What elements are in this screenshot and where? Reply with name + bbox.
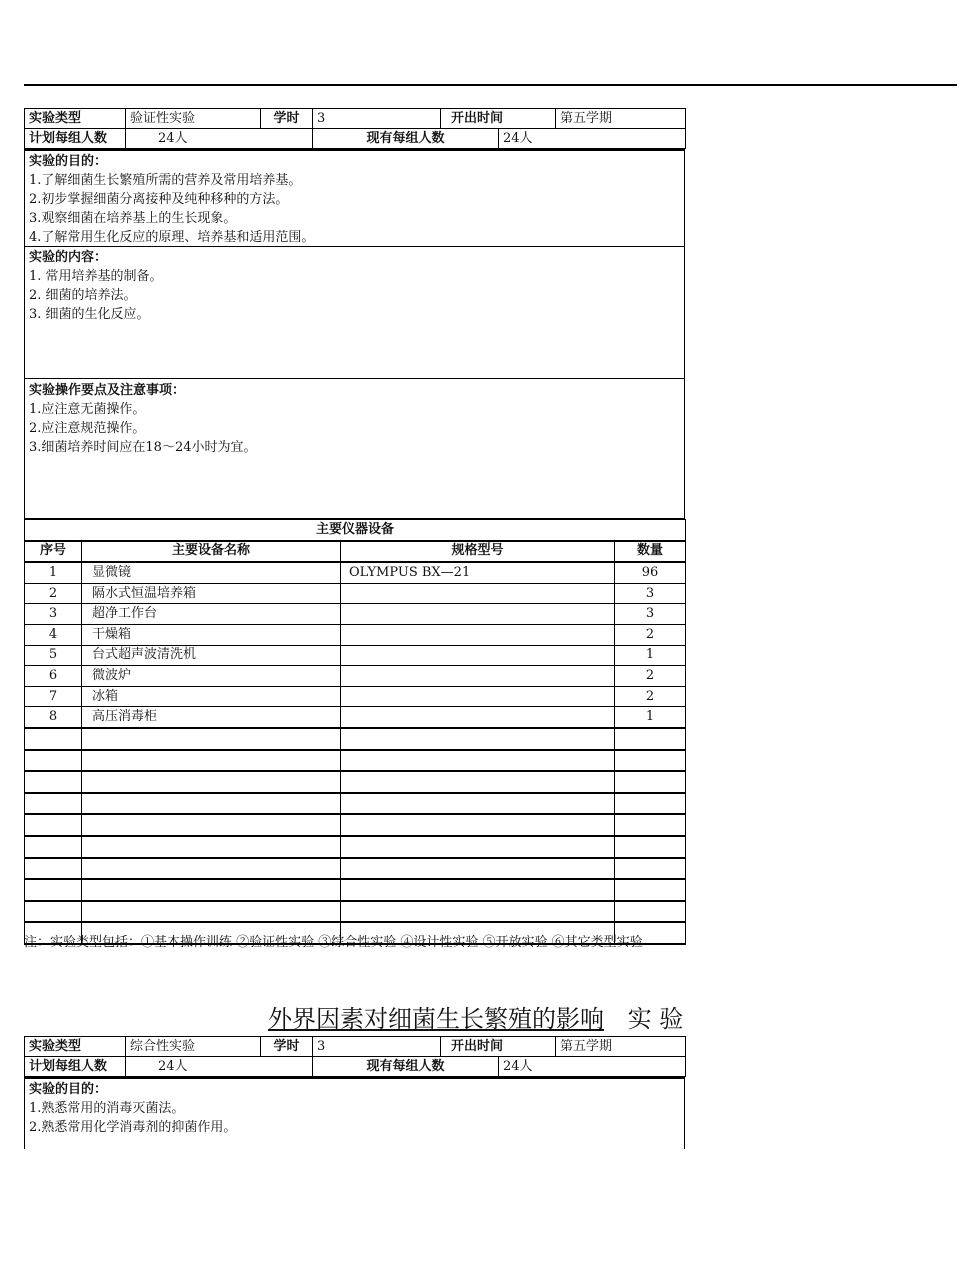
list-item: 2. 细菌的培养法。	[29, 288, 137, 303]
list-item: 3.细菌培养时间应在18～24小时为宜。	[29, 440, 257, 455]
exp1-equipment-table	[24, 519, 686, 945]
table-row	[25, 707, 686, 728]
cell-model	[341, 666, 615, 687]
cell-model	[341, 624, 615, 645]
list-item: 3.观察细菌在培养基上的生长现象。	[29, 211, 237, 226]
cell-qty: 3	[615, 604, 686, 625]
table-row-empty	[25, 793, 686, 815]
col-header-model: 规格型号	[341, 541, 615, 563]
cell-name: 干燥箱	[82, 624, 341, 645]
table-row	[25, 562, 686, 583]
exp1-hours-value: 3	[313, 109, 441, 129]
cell-model	[341, 645, 615, 666]
cell-no: 8	[25, 707, 82, 728]
list-item: 2.熟悉常用化学消毒剂的抑菌作用。	[29, 1120, 237, 1135]
exp2-current-label: 现有每组人数	[313, 1057, 499, 1077]
exp1-open-time-label: 开出时间	[441, 109, 556, 129]
exp1-open-time-value: 第五学期	[556, 109, 686, 129]
list-item: 2.应注意规范操作。	[29, 421, 146, 436]
cell-no: 3	[25, 604, 82, 625]
exp1-ops-heading: 实验操作要点及注意事项：	[29, 383, 186, 398]
exp2-planned-label: 计划每组人数	[25, 1057, 126, 1077]
cell-qty: 2	[615, 666, 686, 687]
table-row-empty	[25, 879, 686, 901]
list-item: 1.应注意无菌操作。	[29, 402, 146, 417]
cell-name: 台式超声波清洗机	[82, 645, 341, 666]
list-item: 1. 常用培养基的制备。	[29, 269, 163, 284]
col-header-qty: 数量	[615, 541, 686, 563]
exp2-hours-value: 3	[313, 1037, 441, 1057]
cell-model	[341, 707, 615, 728]
exp1-content-block	[24, 247, 685, 379]
table-row	[25, 604, 686, 625]
table-row	[25, 686, 686, 707]
list-item: 3. 细菌的生化反应。	[29, 307, 150, 322]
cell-no: 7	[25, 686, 82, 707]
exp1-current-label: 现有每组人数	[313, 129, 499, 149]
cell-model	[341, 604, 615, 625]
cell-name: 隔水式恒温培养箱	[82, 583, 341, 604]
table-row-empty	[25, 750, 686, 772]
list-item: 4.了解常用生化反应的原理、培养基和适用范围。	[29, 230, 315, 245]
list-item: 1.熟悉常用的消毒灭菌法。	[29, 1101, 185, 1116]
cell-name: 微波炉	[82, 666, 341, 687]
exp2-hours-label: 学时	[261, 1037, 313, 1057]
exp2-purpose-block	[24, 1077, 685, 1149]
cell-qty: 3	[615, 583, 686, 604]
cell-model	[341, 686, 615, 707]
exp1-hours-label: 学时	[261, 109, 313, 129]
exp1-ops-block	[24, 379, 685, 519]
exp2-info-table	[24, 1036, 686, 1077]
exp1-purpose-heading: 实验的目的：	[29, 154, 108, 169]
cell-no: 4	[25, 624, 82, 645]
cell-qty: 2	[615, 624, 686, 645]
table-row-empty	[25, 771, 686, 793]
exp2-title	[268, 1004, 683, 1034]
exp1-planned-value: 24人	[126, 129, 313, 149]
cell-no: 2	[25, 583, 82, 604]
cell-no: 1	[25, 562, 82, 583]
cell-name: 冰箱	[82, 686, 341, 707]
cell-no: 6	[25, 666, 82, 687]
cell-name: 高压消毒柜	[82, 707, 341, 728]
exp2-title-suffix: 实 验	[627, 1005, 684, 1033]
cell-qty: 1	[615, 707, 686, 728]
exp2-type-label: 实验类型	[25, 1037, 126, 1057]
cell-qty: 96	[615, 562, 686, 583]
cell-no: 5	[25, 645, 82, 666]
exp1-planned-label: 计划每组人数	[25, 129, 126, 149]
exp2-planned-value: 24人	[126, 1057, 313, 1077]
cell-model	[341, 583, 615, 604]
exp2-open-time-label: 开出时间	[441, 1037, 556, 1057]
table-row-empty	[25, 858, 686, 880]
header-rule	[24, 84, 957, 86]
exp2-title-text: 外界因素对细菌生长繁殖的影响	[268, 1005, 604, 1033]
table-row-empty	[25, 814, 686, 836]
table-row	[25, 666, 686, 687]
cell-model: OLYMPUS BX—21	[341, 562, 615, 583]
list-item: 2.初步掌握细菌分离接种及纯种移种的方法。	[29, 192, 289, 207]
exp1-current-value: 24人	[499, 129, 686, 149]
cell-qty: 2	[615, 686, 686, 707]
cell-qty: 1	[615, 645, 686, 666]
col-header-no: 序号	[25, 541, 82, 563]
exp2-purpose-heading: 实验的目的：	[29, 1082, 108, 1097]
exp1-type-value: 验证性实验	[126, 109, 261, 129]
list-item: 1.了解细菌生长繁殖所需的营养及常用培养基。	[29, 173, 302, 188]
table-row	[25, 583, 686, 604]
exp1-info-table	[24, 108, 686, 149]
experiment-type-note: 注：实验类型包括：①基本操作训练 ②验证性实验 ③综合性实验 ④设计性实验 ⑤开放实验 ⑥其它类型实验	[24, 935, 643, 950]
equipment-title: 主要仪器设备	[25, 520, 686, 541]
table-row	[25, 624, 686, 645]
table-row-empty	[25, 901, 686, 923]
exp1-content-heading: 实验的内容：	[29, 250, 108, 265]
exp2-type-value: 综合性实验	[126, 1037, 261, 1057]
col-header-name: 主要设备名称	[82, 541, 341, 563]
table-row-empty	[25, 728, 686, 750]
cell-name: 超净工作台	[82, 604, 341, 625]
exp1-purpose-block	[24, 149, 685, 247]
exp2-current-value: 24人	[499, 1057, 686, 1077]
table-row-empty	[25, 836, 686, 858]
table-row	[25, 645, 686, 666]
exp2-open-time-value: 第五学期	[556, 1037, 686, 1057]
cell-name: 显微镜	[82, 562, 341, 583]
exp1-type-label: 实验类型	[25, 109, 126, 129]
